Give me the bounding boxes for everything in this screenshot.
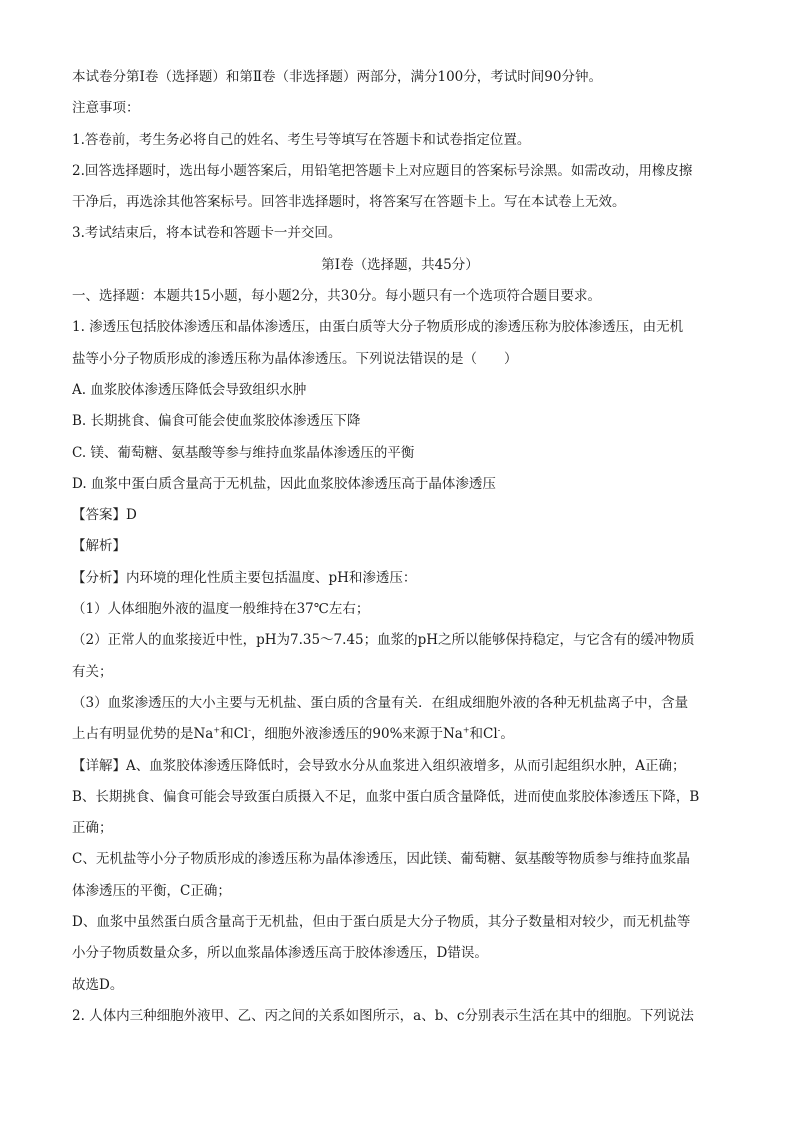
fenxi-line: [72, 563, 728, 594]
option-a: A. 血浆胶体渗透压降低会导致组织水肿: [72, 381, 307, 398]
point-3-text-4: 和Cl: [469, 726, 498, 743]
note-3: 3.考试结束后，将本试卷和答题卡一并交回。: [72, 225, 342, 242]
question-1-stem-line-2: 盐等小分子物质形成的渗透压称为晶体渗透压。下列说法错误的是（ ）: [72, 350, 518, 367]
detail-d-line-1: D、血浆中虽然蛋白质含量高于无机盐，但由于蛋白质是大分子物质，其分子数量相对较少，而无机盐等: [72, 914, 691, 931]
analysis-tag: 【解析】: [72, 538, 126, 555]
answer-line: [72, 500, 728, 531]
point-3-text-1: 上占有明显优势的是Na: [72, 726, 214, 743]
superscript-minus: -: [497, 725, 501, 735]
fenxi-text: 内环境的理化性质主要包括温度、pH和渗透压：: [126, 569, 417, 586]
point-2-line-1: （2）正常人的血浆接近中性，pH为7.35～7.45；血浆的pH之所以能够保持稳定，与它含有的缓冲物质: [72, 632, 695, 649]
conclusion: 故选D。: [72, 976, 124, 993]
note-1: 1.答卷前，考生务必将自己的姓名、考生号等填写在答题卡和试卷指定位置。: [72, 131, 531, 148]
detail-d-line-2: 小分子物质数量众多，所以血浆晶体渗透压高于胶体渗透压，D错误。: [72, 945, 488, 962]
fenxi-tag: 【分析】: [72, 569, 126, 586]
superscript-plus: +: [462, 725, 470, 735]
section-title: 第Ⅰ卷（选择题，共45分）: [321, 256, 479, 273]
point-3-text-2: 和Cl: [220, 726, 249, 743]
detail-c-line-2: 体渗透压的平衡，C正确；: [72, 882, 231, 899]
point-3-line-1: （3）血浆渗透压的大小主要与无机盐、蛋白质的含量有关．在组成细胞外液的各种无机盐离子中，含量: [72, 694, 689, 711]
section-instruction: 一、选择题：本题共15小题，每小题2分，共30分。每小题只有一个选项符合题目要求。: [72, 288, 601, 305]
option-b: B. 长期挑食、偏食可能会使血浆胶体渗透压下降: [72, 413, 361, 430]
point-3-line-2: [72, 719, 728, 750]
exam-page: [72, 62, 728, 1032]
superscript-plus: +: [213, 725, 221, 735]
detail-a-line: [72, 751, 728, 782]
detail-a: A、血浆胶体渗透压降低时，会导致水分从血浆进入组织液增多，从而引起组织水肿，A正确；: [126, 757, 686, 774]
detail-c-line-1: C、无机盐等小分子物质形成的渗透压称为晶体渗透压，因此镁、葡萄糖、氨基酸等物质参与维持血浆晶: [72, 851, 690, 868]
notes-title: 注意事项：: [72, 100, 140, 117]
point-3-text-5: 。: [500, 726, 514, 743]
superscript-minus: -: [248, 725, 251, 735]
note-2-line-2: 干净后，再选涂其他答案标号。回答非选择题时，将答案写在答题卡上。写在本试卷上无效。: [72, 194, 626, 211]
detail-b-line-2: 正确；: [72, 820, 113, 837]
detail-b-line-1: B、长期挑食、偏食可能会导致蛋白质摄入不足，血浆中蛋白质含量降低，进而使血浆胶体渗透压下降，B: [72, 788, 700, 805]
point-3-text-3: ，细胞外液渗透压的90%来源于Na: [250, 726, 463, 743]
question-1-stem-line-1: 1. 渗透压包括胶体渗透压和晶体渗透压，由蛋白质等大分子物质形成的渗透压称为胶体渗透压，由无机: [72, 319, 684, 336]
intro-line: 本试卷分第Ⅰ卷（选择题）和第Ⅱ卷（非选择题）两部分，满分100分，考试时间90分钟。: [72, 69, 602, 85]
point-2-line-2: 有关；: [72, 663, 113, 680]
option-c: C. 镁、葡萄糖、氨基酸等参与维持血浆晶体渗透压的平衡: [72, 444, 415, 461]
note-2-line-1: 2.回答选择题时，选出每小题答案后，用铅笔把答题卡上对应题目的答案标号涂黑。如需改动，用橡皮擦: [72, 162, 693, 179]
answer-value: D: [126, 507, 137, 524]
option-d: D. 血浆中蛋白质含量高于无机盐，因此血浆胶体渗透压高于晶体渗透压: [72, 475, 496, 492]
answer-tag: 【答案】: [72, 507, 126, 524]
xiangjie-tag: 【详解】: [72, 757, 126, 774]
point-1: （1）人体细胞外液的温度一般维持在37℃左右；: [72, 601, 370, 618]
question-2-stem-line-1: 2. 人体内三种细胞外液甲、乙、丙之间的关系如图所示，a、b、c分别表示生活在其中的细胞。下列说法: [72, 1007, 694, 1024]
